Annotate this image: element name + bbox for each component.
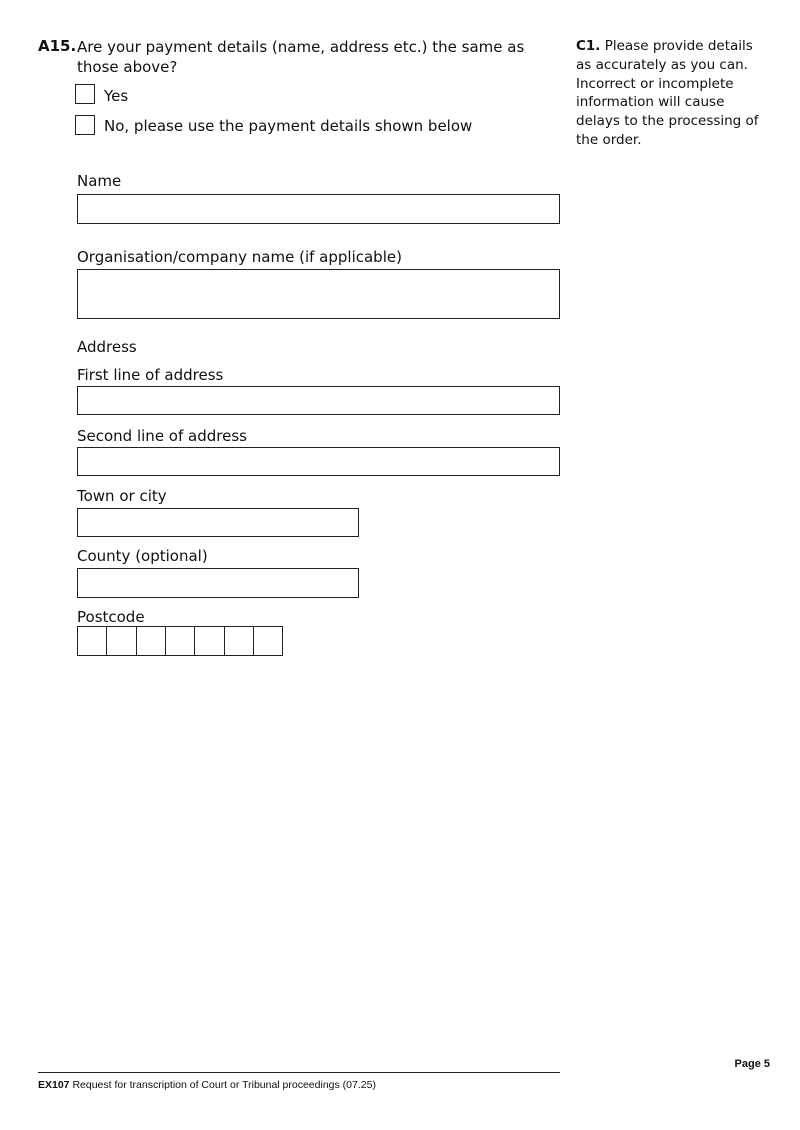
name-label: Name (77, 172, 122, 190)
town-label: Town or city (77, 487, 167, 505)
county-field[interactable] (77, 568, 359, 598)
form-title: Request for transcription of Court or Tribunal proceedings (07.25) (69, 1079, 376, 1091)
county-label: County (optional) (77, 547, 208, 565)
postcode-boxes (77, 626, 282, 656)
postcode-box[interactable] (194, 626, 225, 656)
organisation-label: Organisation/company name (if applicable) (77, 248, 402, 266)
postcode-box[interactable] (106, 626, 137, 656)
side-note-text: Please provide details as accurately as you can. Incorrect or incomplete information will cause delays to the processing of the order. (576, 38, 759, 148)
address-line1-field[interactable] (77, 386, 560, 415)
postcode-box[interactable] (165, 626, 196, 656)
yes-label: Yes (104, 87, 129, 105)
form-code: EX107 (38, 1079, 70, 1091)
footer-text (38, 1079, 376, 1091)
postcode-box[interactable] (136, 626, 167, 656)
no-label: No, please use the payment details shown below (104, 117, 473, 135)
footer-divider (38, 1072, 560, 1073)
postcode-box[interactable] (253, 626, 284, 656)
question-number: A15. (38, 37, 77, 55)
yes-checkbox[interactable] (75, 84, 95, 104)
postcode-label: Postcode (77, 608, 145, 626)
address-line1-label: First line of address (77, 366, 224, 384)
postcode-box[interactable] (224, 626, 255, 656)
postcode-box[interactable] (77, 626, 108, 656)
organisation-field[interactable] (77, 269, 560, 319)
address-line2-field[interactable] (77, 447, 560, 476)
address-heading: Address (77, 338, 137, 356)
side-note-ref: C1. (576, 38, 601, 54)
question-text: Are your payment details (name, address etc.) the same as those above? (77, 38, 525, 76)
page-number: Page 5 (734, 1058, 770, 1070)
town-field[interactable] (77, 508, 359, 537)
no-checkbox[interactable] (75, 115, 95, 135)
side-note (576, 37, 766, 150)
address-line2-label: Second line of address (77, 427, 247, 445)
name-field[interactable] (77, 194, 560, 224)
